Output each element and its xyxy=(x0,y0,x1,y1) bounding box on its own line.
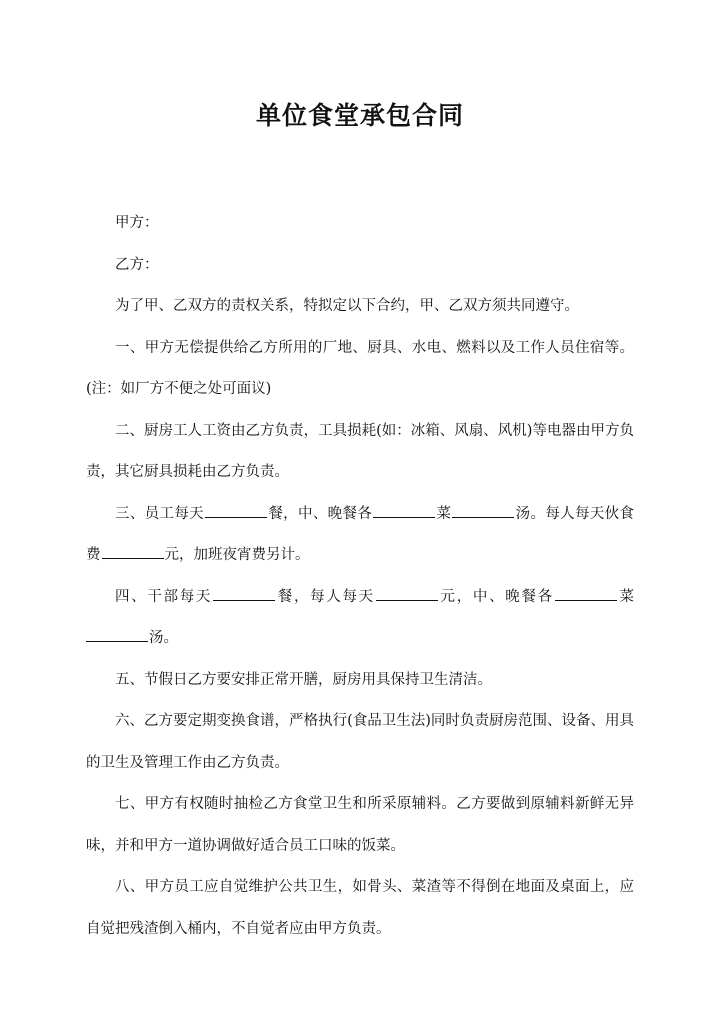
blank-meal-cost xyxy=(102,557,164,559)
document-body xyxy=(86,203,634,950)
clause-2: 二、厨房工人工资由乙方负责，工具损耗(如：冰箱、风扇、风机)等电器由甲方负责，其它厨具损耗由乙方负责。 xyxy=(86,422,634,480)
clause-6: 六、乙方要定期变换食谱，严格执行(食品卫生法)同时负责厨房范围、设备、用具的卫生及管理工作由乙方负责。 xyxy=(86,713,634,771)
clause-7: 七、甲方有权随时抽检乙方食堂卫生和所采原辅料。乙方要做到原辅料新鲜无异味，并和甲方一道协调做好适合员工口味的饭菜。 xyxy=(86,796,634,854)
party-a-line: 甲方： xyxy=(115,215,159,231)
clause-3-text-2: 餐，中、晚餐各 xyxy=(268,505,373,522)
clause-3-text-3: 菜 xyxy=(436,505,452,522)
clause-4-text-3: 元，中、晚餐各 xyxy=(438,588,554,605)
clause-4 xyxy=(86,577,634,660)
blank-meals-per-day xyxy=(205,516,267,518)
blank-dishes-count xyxy=(373,516,435,518)
clause-4-text-5: 汤。 xyxy=(149,630,178,646)
clause-5: 五、节假日乙方要安排正常开膳，厨房用具保持卫生清洁。 xyxy=(115,671,492,688)
clause-3-text-4: 汤。每人每天伙食费 xyxy=(86,505,635,563)
blank-staff-dishes-count xyxy=(555,599,617,601)
clause-3 xyxy=(86,494,634,577)
clause-3-text-5: 元，加班夜宵费另计。 xyxy=(164,547,310,563)
clause-8: 八、甲方员工应自觉维护公共卫生，如骨头、菜渣等不得倒在地面及桌面上，应自觉把残渣倒入桶内，不自觉者应由甲方负责。 xyxy=(86,879,634,937)
clause-1: 一、甲方无偿提供给乙方所用的厂地、厨具、水电、燃料以及工作人员住宿等。(注：如厂方不便之处可面议) xyxy=(86,339,634,397)
intro-paragraph: 为了甲、乙双方的责权关系，特拟定以下合约，甲、乙双方须共同遵守。 xyxy=(115,298,579,314)
clause-4-text-4: 菜 xyxy=(617,588,635,605)
document-title: 单位食堂承包合同 xyxy=(255,101,464,130)
blank-staff-meals-per-day xyxy=(213,599,275,601)
blank-staff-meal-cost xyxy=(376,599,438,601)
blank-soups-count xyxy=(452,516,514,518)
party-b-line: 乙方： xyxy=(115,256,159,273)
blank-staff-soups-count xyxy=(86,640,148,642)
clause-4-text-2: 餐，每人每天 xyxy=(276,588,375,605)
clause-3-text-1: 三、员工每天 xyxy=(115,505,204,522)
clause-4-text-1: 四、干部每天 xyxy=(115,588,213,605)
